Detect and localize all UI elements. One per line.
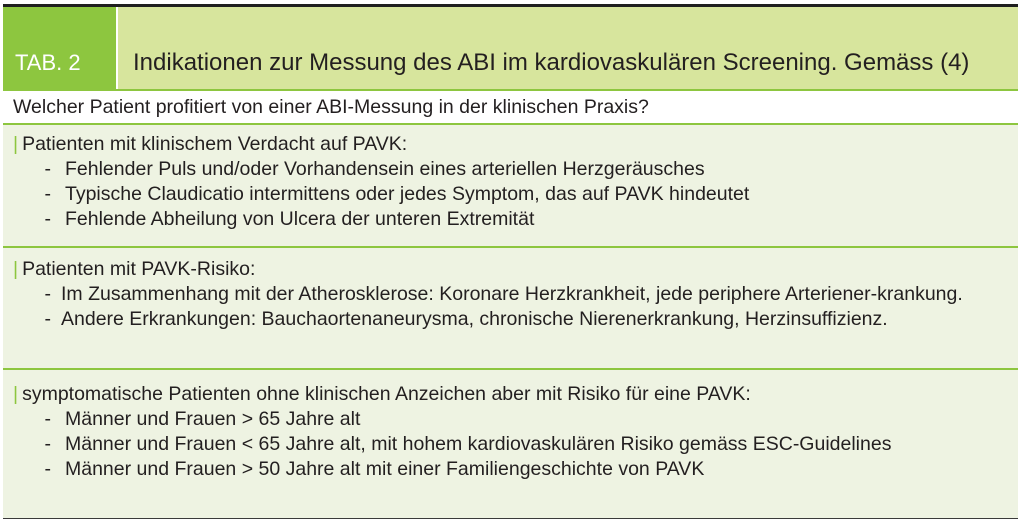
bullet-bar-icon: | xyxy=(13,133,19,155)
list-item: - Fehlender Puls und/oder Vorhandensein eines arteriellen Herzgeräusches xyxy=(44,158,705,180)
list-item: - Männer und Frauen > 65 Jahre alt xyxy=(44,408,361,430)
item-list xyxy=(13,407,1010,482)
list-item: - Fehlende Abheilung von Ulcera der unteren Extremität xyxy=(44,208,535,230)
section-asymptomatic-risk xyxy=(3,370,1018,518)
table-header xyxy=(3,7,1018,89)
table-title: Indikationen zur Messung des ABI im kardiovaskulären Screening. Gemäss (4) xyxy=(118,7,1018,89)
section-clinical-suspicion xyxy=(3,125,1018,248)
section-heading: | Patienten mit klinischem Verdacht auf PAVK: xyxy=(13,133,408,155)
list-item: - Männer und Frauen < 65 Jahre alt, mit hohem kardiovaskulären Risiko gemäss ESC-Guidelines xyxy=(44,433,892,455)
question-row: Welcher Patient profitiert von einer ABI-Messung in der klinischen Praxis? xyxy=(3,89,1018,125)
section-heading: | symptomatische Patienten ohne klinischen Anzeichen aber mit Risiko für eine PAVK: xyxy=(13,383,751,405)
list-item: - Typische Claudicatio intermittens oder jedes Symptom, das auf PAVK hindeutet xyxy=(44,183,750,205)
table-number: TAB. 2 xyxy=(3,7,116,89)
list-item: - Andere Erkrankungen: Bauchaortenaneurysma, chronische Nierenerkrankung, Herzinsuffizienz. xyxy=(44,308,888,330)
list-item: - Im Zusammenhang mit der Atherosklerose: Koronare Herzkrankheit, jede periphere Arteriener-krankung. xyxy=(44,283,963,305)
item-list xyxy=(13,282,1010,332)
bullet-bar-icon: | xyxy=(13,258,19,280)
bullet-bar-icon: | xyxy=(13,383,19,405)
item-list xyxy=(13,157,1010,232)
section-pavk-risk xyxy=(3,248,1018,370)
section-heading: | Patienten mit PAVK-Risiko: xyxy=(13,258,256,280)
indication-table xyxy=(3,4,1018,519)
list-item: - Männer und Frauen > 50 Jahre alt mit einer Familiengeschichte von PAVK xyxy=(44,458,705,480)
